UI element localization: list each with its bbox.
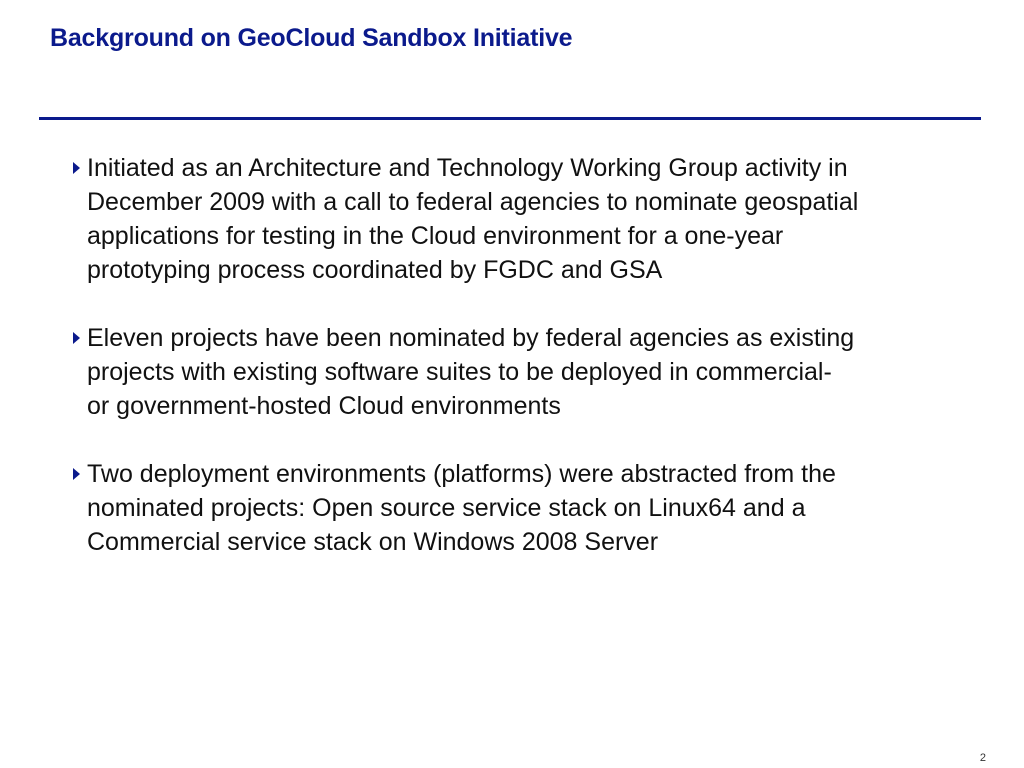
bullet-line: projects with existing software suites to be deployed in commercial- [87,358,832,386]
bullet-line: nominated projects: Open source service stack on Linux64 and a [87,494,806,522]
bullet-line: or government-hosted Cloud environments [87,392,561,420]
bullet-item [67,457,987,559]
bullet-item [67,151,987,287]
triangle-right-icon [73,162,80,174]
triangle-right-icon [73,468,80,480]
title-divider [39,117,981,120]
bullet-list [67,151,987,593]
bullet-line: Eleven projects have been nominated by federal agencies as existing [87,324,855,352]
bullet-line: prototyping process coordinated by FGDC and GSA [87,256,663,284]
bullet-line: applications for testing in the Cloud environment for a one-year [87,222,784,250]
bullet-line: Initiated as an Architecture and Technology Working Group activity in [87,154,848,182]
bullet-line: Two deployment environments (platforms) were abstracted from the [87,460,836,488]
bullet-line: December 2009 with a call to federal agencies to nominate geospatial [87,188,859,216]
bullet-line: Commercial service stack on Windows 2008 Server [87,528,659,556]
slide-title: Background on GeoCloud Sandbox Initiative [50,24,573,52]
page-number: 2 [979,752,986,764]
bullet-item [67,321,987,423]
triangle-right-icon [73,332,80,344]
